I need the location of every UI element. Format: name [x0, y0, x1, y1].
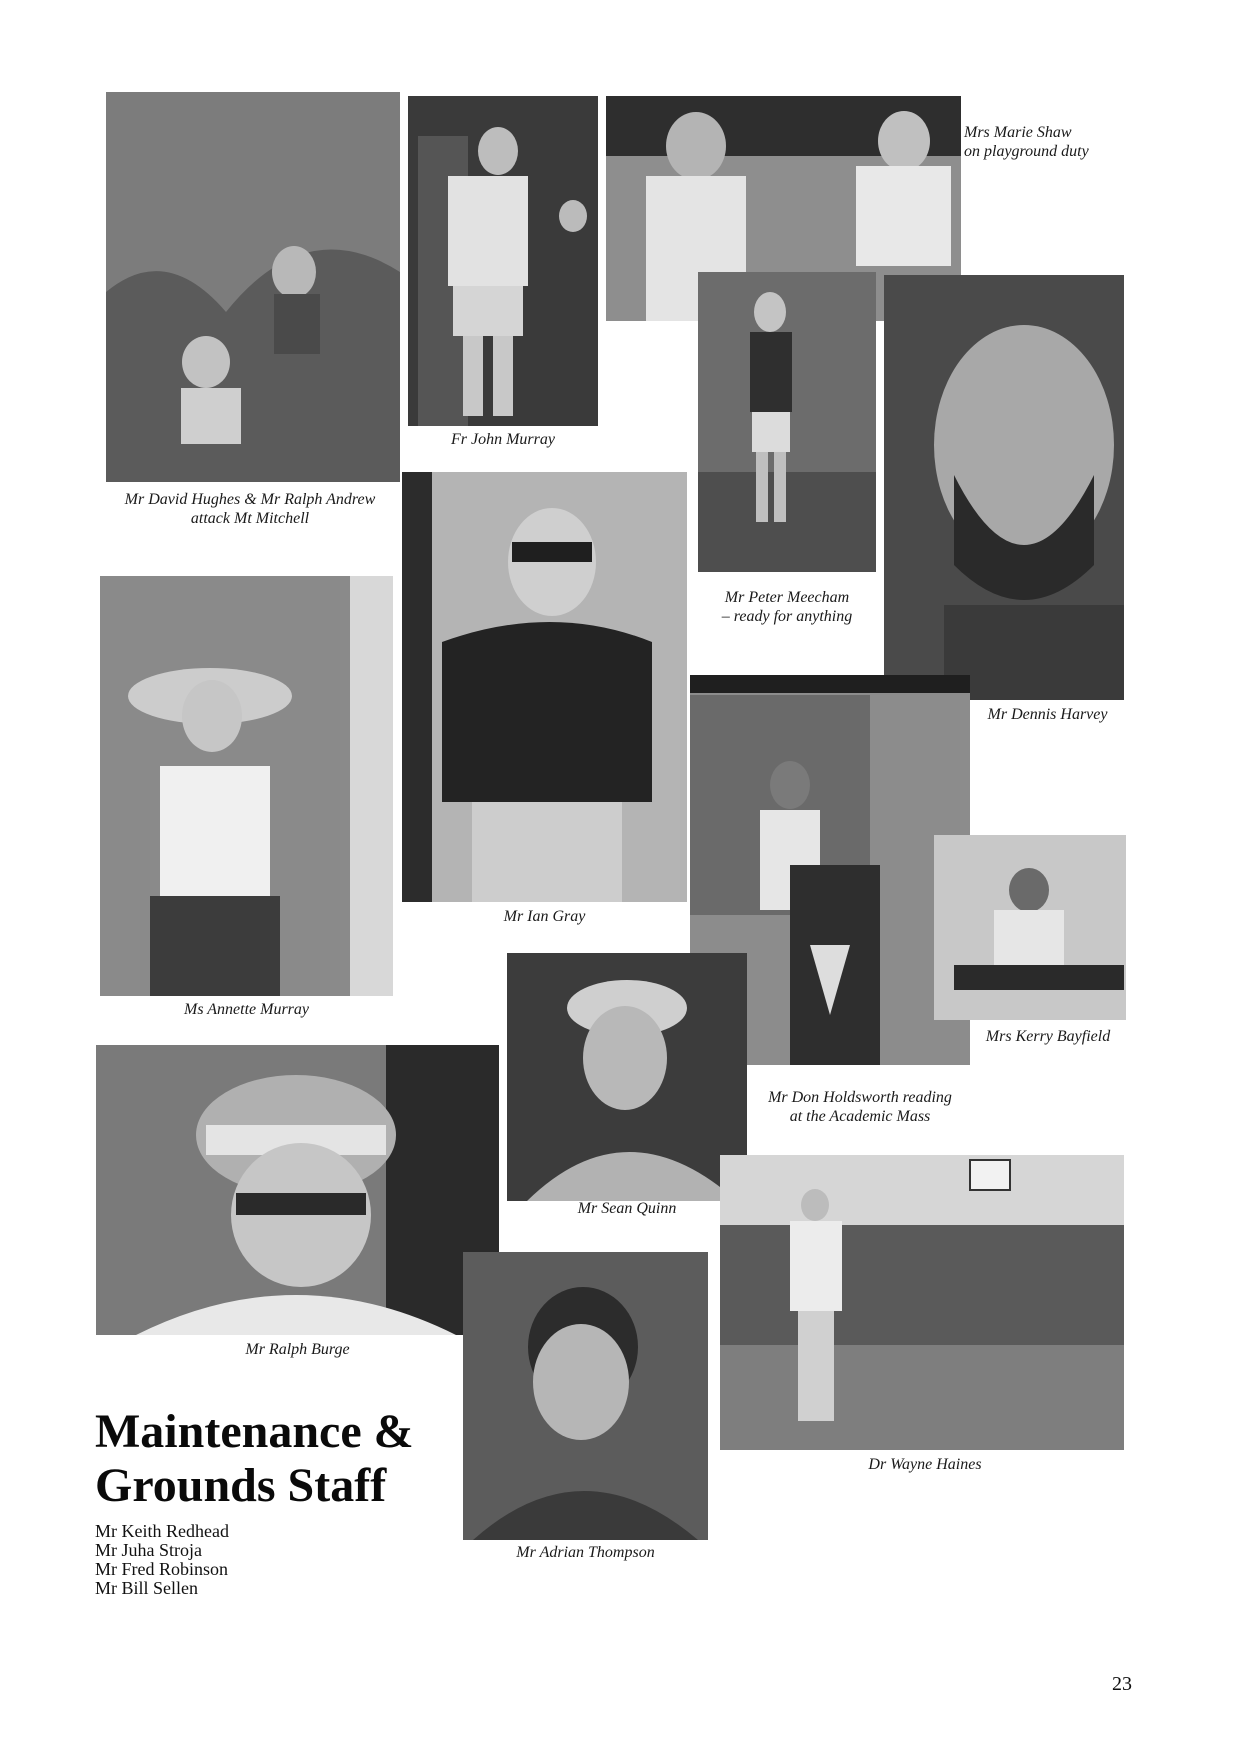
staff-name: Mr Keith Redhead — [95, 1521, 229, 1541]
photo-sean-quinn — [507, 953, 747, 1201]
caption-marie-shaw: Mrs Marie Shaw on playground duty — [964, 124, 1089, 160]
caption-hughes-andrew: Mr David Hughes & Mr Ralph Andrew attack Mt Mitchell — [124, 491, 376, 527]
caption-wayne-haines: Dr Wayne Haines — [868, 1456, 982, 1473]
photo-annette-murray — [100, 576, 393, 996]
caption-john-murray: Fr John Murray — [451, 431, 555, 448]
staff-list — [95, 1522, 229, 1598]
section-title: Maintenance & Grounds Staff — [95, 1405, 414, 1512]
caption-kerry-bayfield: Mrs Kerry Bayfield — [985, 1028, 1111, 1045]
staff-name: Mr Juha Stroja — [95, 1540, 202, 1560]
photo-wayne-haines — [720, 1155, 1124, 1450]
caption-dennis-harvey: Mr Dennis Harvey — [987, 706, 1108, 723]
caption-ralph-burge: Mr Ralph Burge — [245, 1341, 350, 1358]
staff-name: Mr Bill Sellen — [95, 1578, 198, 1598]
caption-ian-gray: Mr Ian Gray — [503, 908, 586, 925]
caption-peter-meecham: Mr Peter Meecham – ready for anything — [721, 589, 853, 625]
caption-sean-quinn: Mr Sean Quinn — [577, 1200, 677, 1217]
caption-annette-murray: Ms Annette Murray — [183, 1001, 309, 1018]
photo-ralph-burge — [96, 1045, 499, 1335]
photo-kerry-bayfield — [934, 835, 1126, 1020]
photo-dennis-harvey — [884, 275, 1124, 700]
photo-hughes-andrew — [106, 92, 400, 482]
staff-name: Mr Fred Robinson — [95, 1559, 229, 1579]
photo-peter-meecham — [698, 272, 876, 572]
photo-adrian-thompson — [463, 1252, 708, 1540]
photo-john-murray — [408, 96, 598, 426]
photo-ian-gray — [402, 472, 687, 902]
caption-don-holdsworth: Mr Don Holdsworth reading at the Academic Mass — [768, 1089, 952, 1125]
page-number: 23 — [1112, 1673, 1132, 1695]
caption-adrian-thompson: Mr Adrian Thompson — [516, 1544, 655, 1561]
